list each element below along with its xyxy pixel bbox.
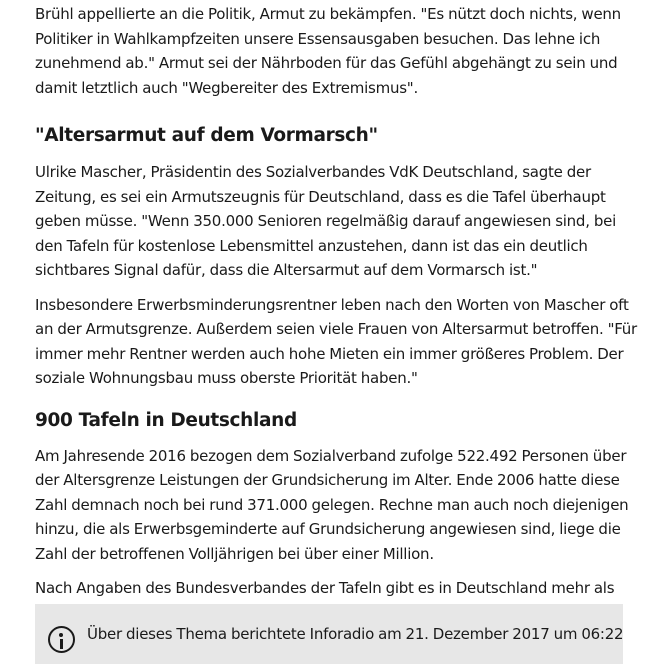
broadcast-info-box [35,604,623,664]
article-body [35,0,637,650]
article-paragraph-1: Brühl appellierte an die Politik, Armut zu bekämpfen. "Es nützt doch nichts, wenn Politiker in Wahlkampfzeiten unsere Essensausgaben besuchen. Das lehne ich zunehmend ab." Armut sei der Nährboden für das Gefühl abgehängt zu sein und damit letztlich auch "Wegbereiter des Extremismus". [35,5,621,97]
section-heading-tafeln: 900 Tafeln in Deutschland [35,409,297,431]
article-paragraph-2: Ulrike Mascher, Präsidentin des Sozialverbandes VdK Deutschland, sagte der Zeitung, es sei ein Armutszeugnis für Deutschland, dass es die Tafel überhaupt geben müsse. "Wenn 350.000 Senioren regelmäßig darauf angewiesen sind, bei den Tafeln für kostenlose Lebensmittel anzustehen, dann ist das ein deutlich sichtbares Signal dafür, dass die Altersarmut auf dem Vormarsch ist." [35,163,617,279]
section-heading-altersarmut: "Altersarmut auf dem Vormarsch" [35,125,378,146]
article-paragraph-5: Nach Angaben des Bundesverbandes der Tafeln gibt es in Deutschland mehr als [35,579,615,597]
article-paragraph-3: Insbesondere Erwerbsminderungsrentner leben nach den Worten von Mascher oft an der Armutsgrenze. Außerdem seien viele Frauen von Altersarmut betroffen. "Für immer mehr Rentner werden auch hohe Mieten ein immer größeres Problem. Der soziale Wohnungsbau muss oberste Priorität haben." [35,295,637,387]
broadcast-info-text: Über dieses Thema berichtete Inforadio am 21. Dezember 2017 um 06:22 [87,625,624,643]
article-paragraph-4: Am Jahresende 2016 bezogen dem Sozialverband zufolge 522.492 Personen über der Altersgrenze Leistungen der Grundsicherung im Alter. Ende 2006 hatte diese Zahl demnach noch bei rund 371.000 gelegen. Rechne man auch noch diejenigen hinzu, die als Erwerbsgeminderte auf Grundsicherung angewiesen sind, liege die Zahl der betroffenen Volljährigen bei über einer Million. [35,446,629,563]
